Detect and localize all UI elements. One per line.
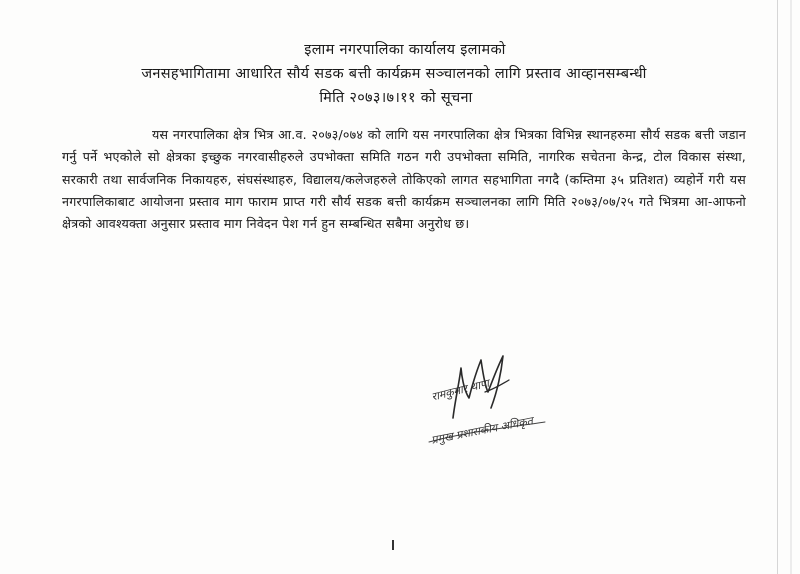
office-title: इलाम नगरपालिका कार्यालय इलामको	[304, 42, 506, 58]
notice-header	[0, 38, 800, 110]
notice-subject: जनसहभागितामा आधारित सौर्य सडक बत्ती कार्यक्रम सञ्चालनको लागि प्रस्ताव आव्हानसम्बन्धी	[141, 66, 647, 82]
signatory-title: प्रमुख प्रशासकीय अधिकृत	[430, 414, 535, 447]
notice-paragraph: यस नगरपालिका क्षेत्र भित्र आ.व. २०७३/०७४ को लागि यस नगरपालिका क्षेत्र भित्रका विभिन्न स्थानहरुमा सौर्य सडक बत्ती जडान गर्नु पर्ने भएकोले सो क्षेत्रका इच्छुक नगरवासीहरुले उपभोक्ता समिति गठन गरी उपभोक्ता समिति, नागरिक सचेतना केन्द्र, टोल विकास संस्था, सरकारी तथा सार्वजनिक निकायहरु, संघसंस्थाहरु, विद्यालय/कलेजहरुले तोकिएको लागत सहभागिता नगदै (कम्तिमा ३५ प्रतिशत) व्यहोर्ने गरी यस नगरपालिकाबाट आयोजना प्रस्ताव माग फाराम प्राप्त गरी सौर्य सडक बत्ती कार्यक्रम सञ्चालनका लागि मिति २०७३/०७/२५ गते भित्रमा आ-आफनो क्षेत्रको आवश्यक्ता अनुसार प्रस्ताव माग निवेदन पेश गर्न हुन सम्बन्धित सबैमा अनुरोध छ।	[62, 127, 746, 232]
page-mark	[392, 540, 394, 550]
signatory-name: रामकुमार थापा	[430, 376, 491, 404]
notice-body	[62, 124, 746, 235]
notice-date-line: मिति २०७३।७।११ को सूचना	[319, 90, 473, 106]
